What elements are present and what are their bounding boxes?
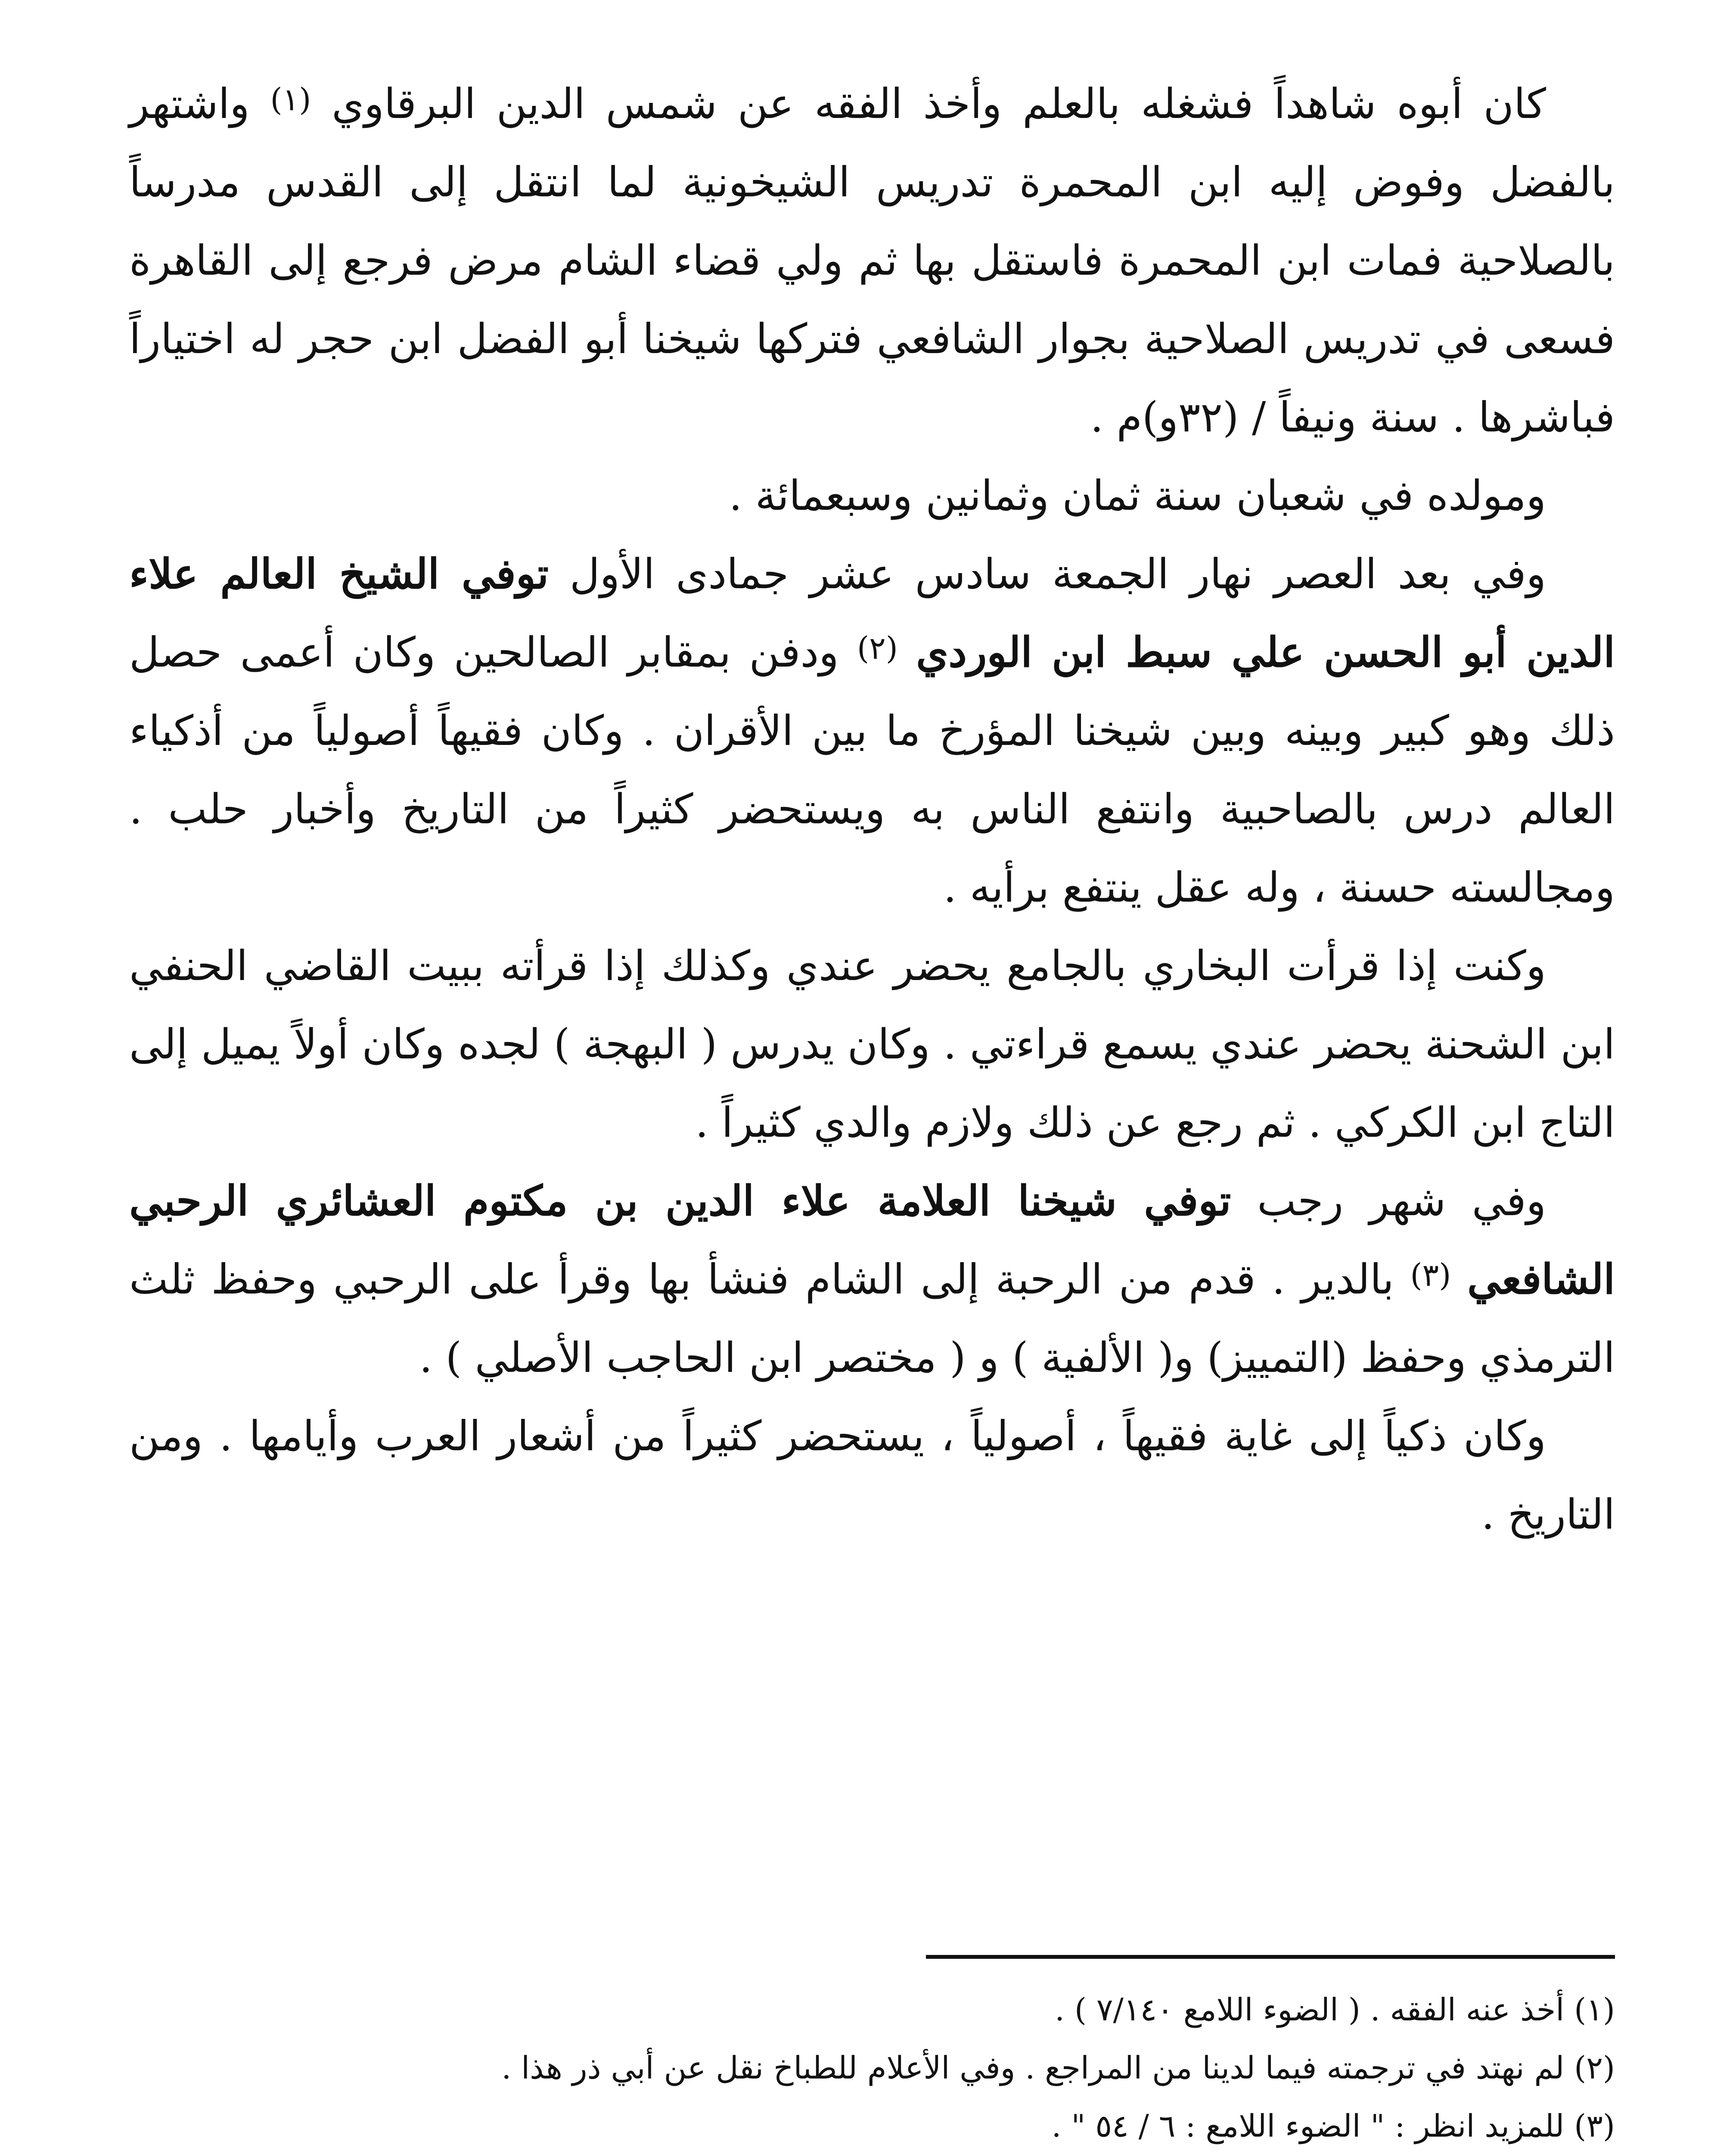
paragraph (129, 456, 1615, 535)
text-run: كان أبوه شاهداً فشغله بالعلم وأخذ الفقه عن شمس الدين البرقاوي (311, 80, 1546, 128)
paragraph (129, 535, 1615, 927)
footnote-1: (١) أخذ عنه الفقه . ( الضوء اللامع ٧/١٤٠ ) . (1055, 1992, 1615, 2028)
paragraph (129, 1397, 1615, 1554)
book-page (129, 65, 1615, 2153)
footnote-reference: (١) (270, 81, 311, 118)
footnote-3: (٣) للمزيد انظر : " الضوء اللامع : ٦ / ٥٤ " . (1051, 2108, 1615, 2144)
bold-name: توفي الشيخ العالم علاء الدين أبو الحسن علي سبط ابن الوردي (129, 549, 1615, 676)
paragraph (129, 1162, 1615, 1397)
text-run: ودفن بمقابر الصالحين وكان أعمى حصل ذلك وهو كبير وبينه وبين شيخنا المؤرخ ما بين الأقران . وكان فقيهاً أصولياً من أذكياء العالم درس بالصاحبية وانتفع الناس به ويستحضر كثيراً من التاريخ وأخبار حلب . ومجالسته حسنة ، وله عقل ينتفع برأيه . (129, 628, 1615, 912)
text-run: وفي شهر رجب (1231, 1177, 1547, 1225)
footnote-separator (926, 1955, 1615, 1959)
paragraph (129, 927, 1615, 1162)
main-text (129, 65, 1615, 1554)
footnote-reference: (٢) (857, 630, 898, 666)
text-run (1451, 1255, 1467, 1303)
footnote-2: (٢) لم نهتد في ترجمته فيما لدينا من المراجع . وفي الأعلام للطباخ نقل عن أبي ذر هذا . (501, 2050, 1615, 2086)
bold-name: توفي شيخنا العلامة علاء الدين بن مكتوم العشائري الرحبي الشافعي (129, 1176, 1615, 1303)
footnote-reference: (٣) (1410, 1257, 1451, 1293)
text-run (898, 628, 916, 676)
footnotes (129, 1981, 1615, 2153)
text-run: وكنت إذا قرأت البخاري بالجامع يحضر عندي وكذلك إذا قرأته ببيت القاضي الحنفي ابن الشحنة يحضر عندي يسمع قراءتي . وكان يدرس ( البهجة ) لجده وكان أولاً يميل إلى التاج ابن الكركي . ثم رجع عن ذلك ولازم والدي كثيراً . (129, 942, 1615, 1147)
paragraph (129, 65, 1615, 456)
text-run: وكان ذكياً إلى غاية فقيهاً ، أصولياً ، يستحضر كثيراً من أشعار العرب وأيامها . ومن التاريخ . (129, 1412, 1615, 1539)
text-run: واشتهر بالفضل وفوض إليه ابن المحمرة تدريس الشيخونية لما انتقل إلى القدس مدرساً بالصلاحية فمات ابن المحمرة فاستقل بها ثم ولي قضاء الشام مرض فرجع إلى القاهرة فسعى في تدريس الصلاحية بجوار الشافعي فتركها شيخنا أبو الفضل ابن حجر له اختياراً فباشرها . سنة ونيفاً / (٣٢و)م . (129, 80, 1615, 441)
text-run: ومولده في شعبان سنة ثمان وثمانين وسبعمائة . (729, 472, 1546, 520)
text-run: بالدير . قدم من الرحبة إلى الشام فنشأ بها وقرأ على الرحبي وحفظ ثلث الترمذي وحفظ (التمييز) و( الألفية ) و ( مختصر ابن الحاجب الأصلي ) . (129, 1255, 1615, 1382)
text-run: وفي بعد العصر نهار الجمعة سادس عشر جمادى الأول (549, 550, 1547, 598)
